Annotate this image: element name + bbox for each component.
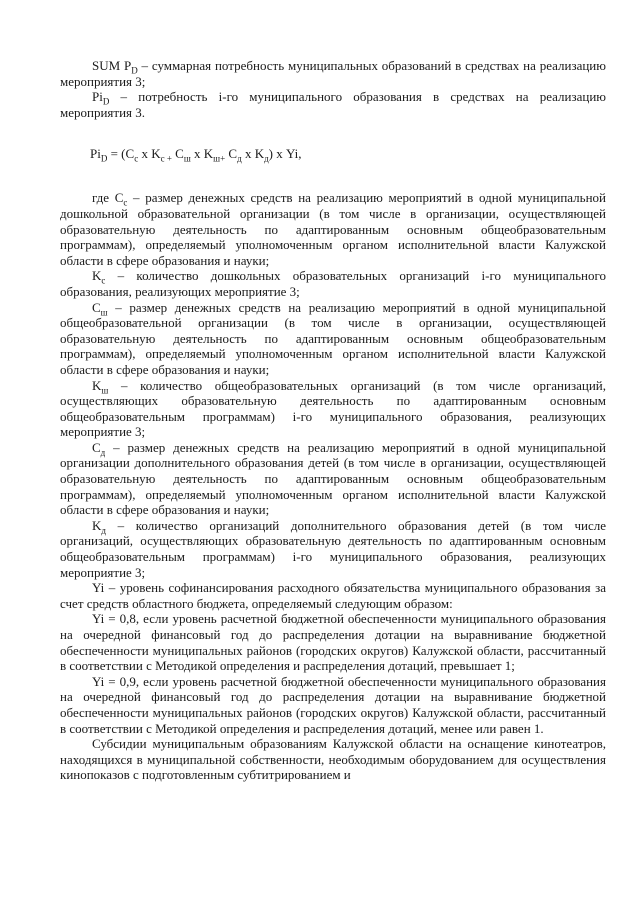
formula-part: х K: [138, 146, 161, 162]
subscript: c: [101, 275, 106, 286]
symbol: C: [92, 299, 101, 315]
kc-definition: [60, 268, 606, 299]
symbol: Pi: [92, 89, 103, 105]
definition-text: – количество общеобразовательных организаций (в том числе организаций, осуществляющих образовательную деятельность по адаптированным основным общеобразовательным программам) i-го муниципального образования, реализующих мероприятие 3;: [60, 377, 606, 440]
formula-sub: D: [100, 153, 108, 164]
symbol: C: [92, 439, 101, 455]
formula-sub: ш+: [213, 153, 226, 164]
subscript: ш: [101, 385, 109, 396]
subscript: д: [101, 525, 106, 536]
formula-sub: c +: [160, 153, 172, 164]
definition-text: – размер денежных средств на реализацию мероприятий в одной муниципальной организации дополнительного образования детей (в том числе в организации, осуществляющей образовательную деятельность по адаптированным основным общеобразовательным программам), определяемый уполномоченным органом исполнительной власти Калужской области в сфере образования и науки;: [60, 439, 606, 518]
symbol: K: [92, 517, 102, 533]
kd-definition: [60, 518, 606, 580]
symbol: SUM P: [92, 58, 132, 73]
formula-sub: ш: [183, 153, 191, 164]
subscript: D: [131, 65, 138, 76]
cd-definition: [60, 440, 606, 518]
definition-text: – размер денежных средств на реализацию мероприятий в одной муниципальной общеобразовательной организации (в том числе в организации, осуществляющей образовательную деятельность по адаптированным основным общеобразовательным программам), определяемый уполномоченным органом исполнительной власти Калужской области в сфере образования и науки;: [60, 299, 606, 377]
definition-text: – суммарная потребность муниципальных образований в средствах на реализацию мероприятия 3;: [60, 58, 606, 89]
formula-sub: д: [264, 153, 269, 164]
subsidies-paragraph: Субсидии муниципальным образованиям Калужской области на оснащение кинотеатров, находящихся в муниципальной собственности, необходимым оборудованием для осуществления кинопоказов с подготовленным субтитрированием и: [60, 736, 606, 783]
formula-sub: c: [134, 153, 139, 164]
ksh-definition: [60, 378, 606, 440]
formula-part: C: [225, 146, 238, 162]
formula-part: х K: [190, 146, 214, 162]
yi-08-condition: Yi = 0,8, если уровень расчетной бюджетной обеспеченности муниципального образования на очередной финансовый год до распределения дотации на выравнивание бюджетной обеспеченности муниципальных районов (городских округов) Калужской области, рассчитанный в соответствии с Методикой определения и распределения дотаций, превышает 1;: [60, 611, 606, 674]
formula: [90, 146, 606, 162]
formula-part: C: [171, 146, 184, 162]
definition-text: – количество дошкольных образовательных организаций i-го муниципального образования, реализующих мероприятие 3;: [60, 268, 606, 299]
pi-definition: [60, 89, 606, 120]
sum-pd-definition: [60, 58, 606, 89]
subscript: д: [100, 447, 106, 458]
formula-sub: д: [237, 153, 242, 164]
definition-text: – количество организаций дополнительного образования детей (в том числе организаций, осуществляющих образовательную деятельность по адаптированным основным общеобразовательным программам) i-го муниципального образования, реализующих мероприятие 3;: [60, 517, 606, 580]
cc-definition: [60, 190, 606, 268]
csh-definition: [60, 300, 606, 378]
symbol: K: [92, 377, 102, 393]
definition-text: – потребность i-го муниципального образования в средствах на реализацию мероприятия 3.: [60, 89, 606, 120]
formula-part: х K: [241, 146, 265, 162]
yi-definition: Yi – уровень софинансирования расходного обязательства муниципального образования за счет средств областного бюджета, определяемый следующим образом:: [60, 580, 606, 611]
subscript: c: [123, 197, 128, 208]
symbol: где C: [92, 190, 124, 206]
definition-text: – размер денежных средств на реализацию мероприятий в одной муниципальной дошкольной образовательной организации (в том числе в организации, осуществляющей образовательную деятельность по адаптированным основным общеобразовательным программам), определяемый уполномоченным органом исполнительной власти Калужской области в сфере образования и науки;: [60, 190, 606, 268]
formula-part: = (C: [107, 146, 135, 162]
symbol: K: [92, 268, 102, 284]
subscript: D: [102, 96, 110, 107]
yi-09-condition: Yi = 0,9, если уровень расчетной бюджетной обеспеченности муниципального образования на очередной финансовый год до распределения дотации на выравнивание бюджетной обеспеченности муниципальных районов (городских округов) Калужской области, рассчитанный в соответствии с Методикой определения и распределения дотаций, менее или равен 1.: [60, 673, 606, 736]
formula-part: ) х Yi,: [268, 146, 302, 162]
subscript: ш: [100, 307, 108, 318]
formula-part: Pi: [90, 146, 101, 162]
